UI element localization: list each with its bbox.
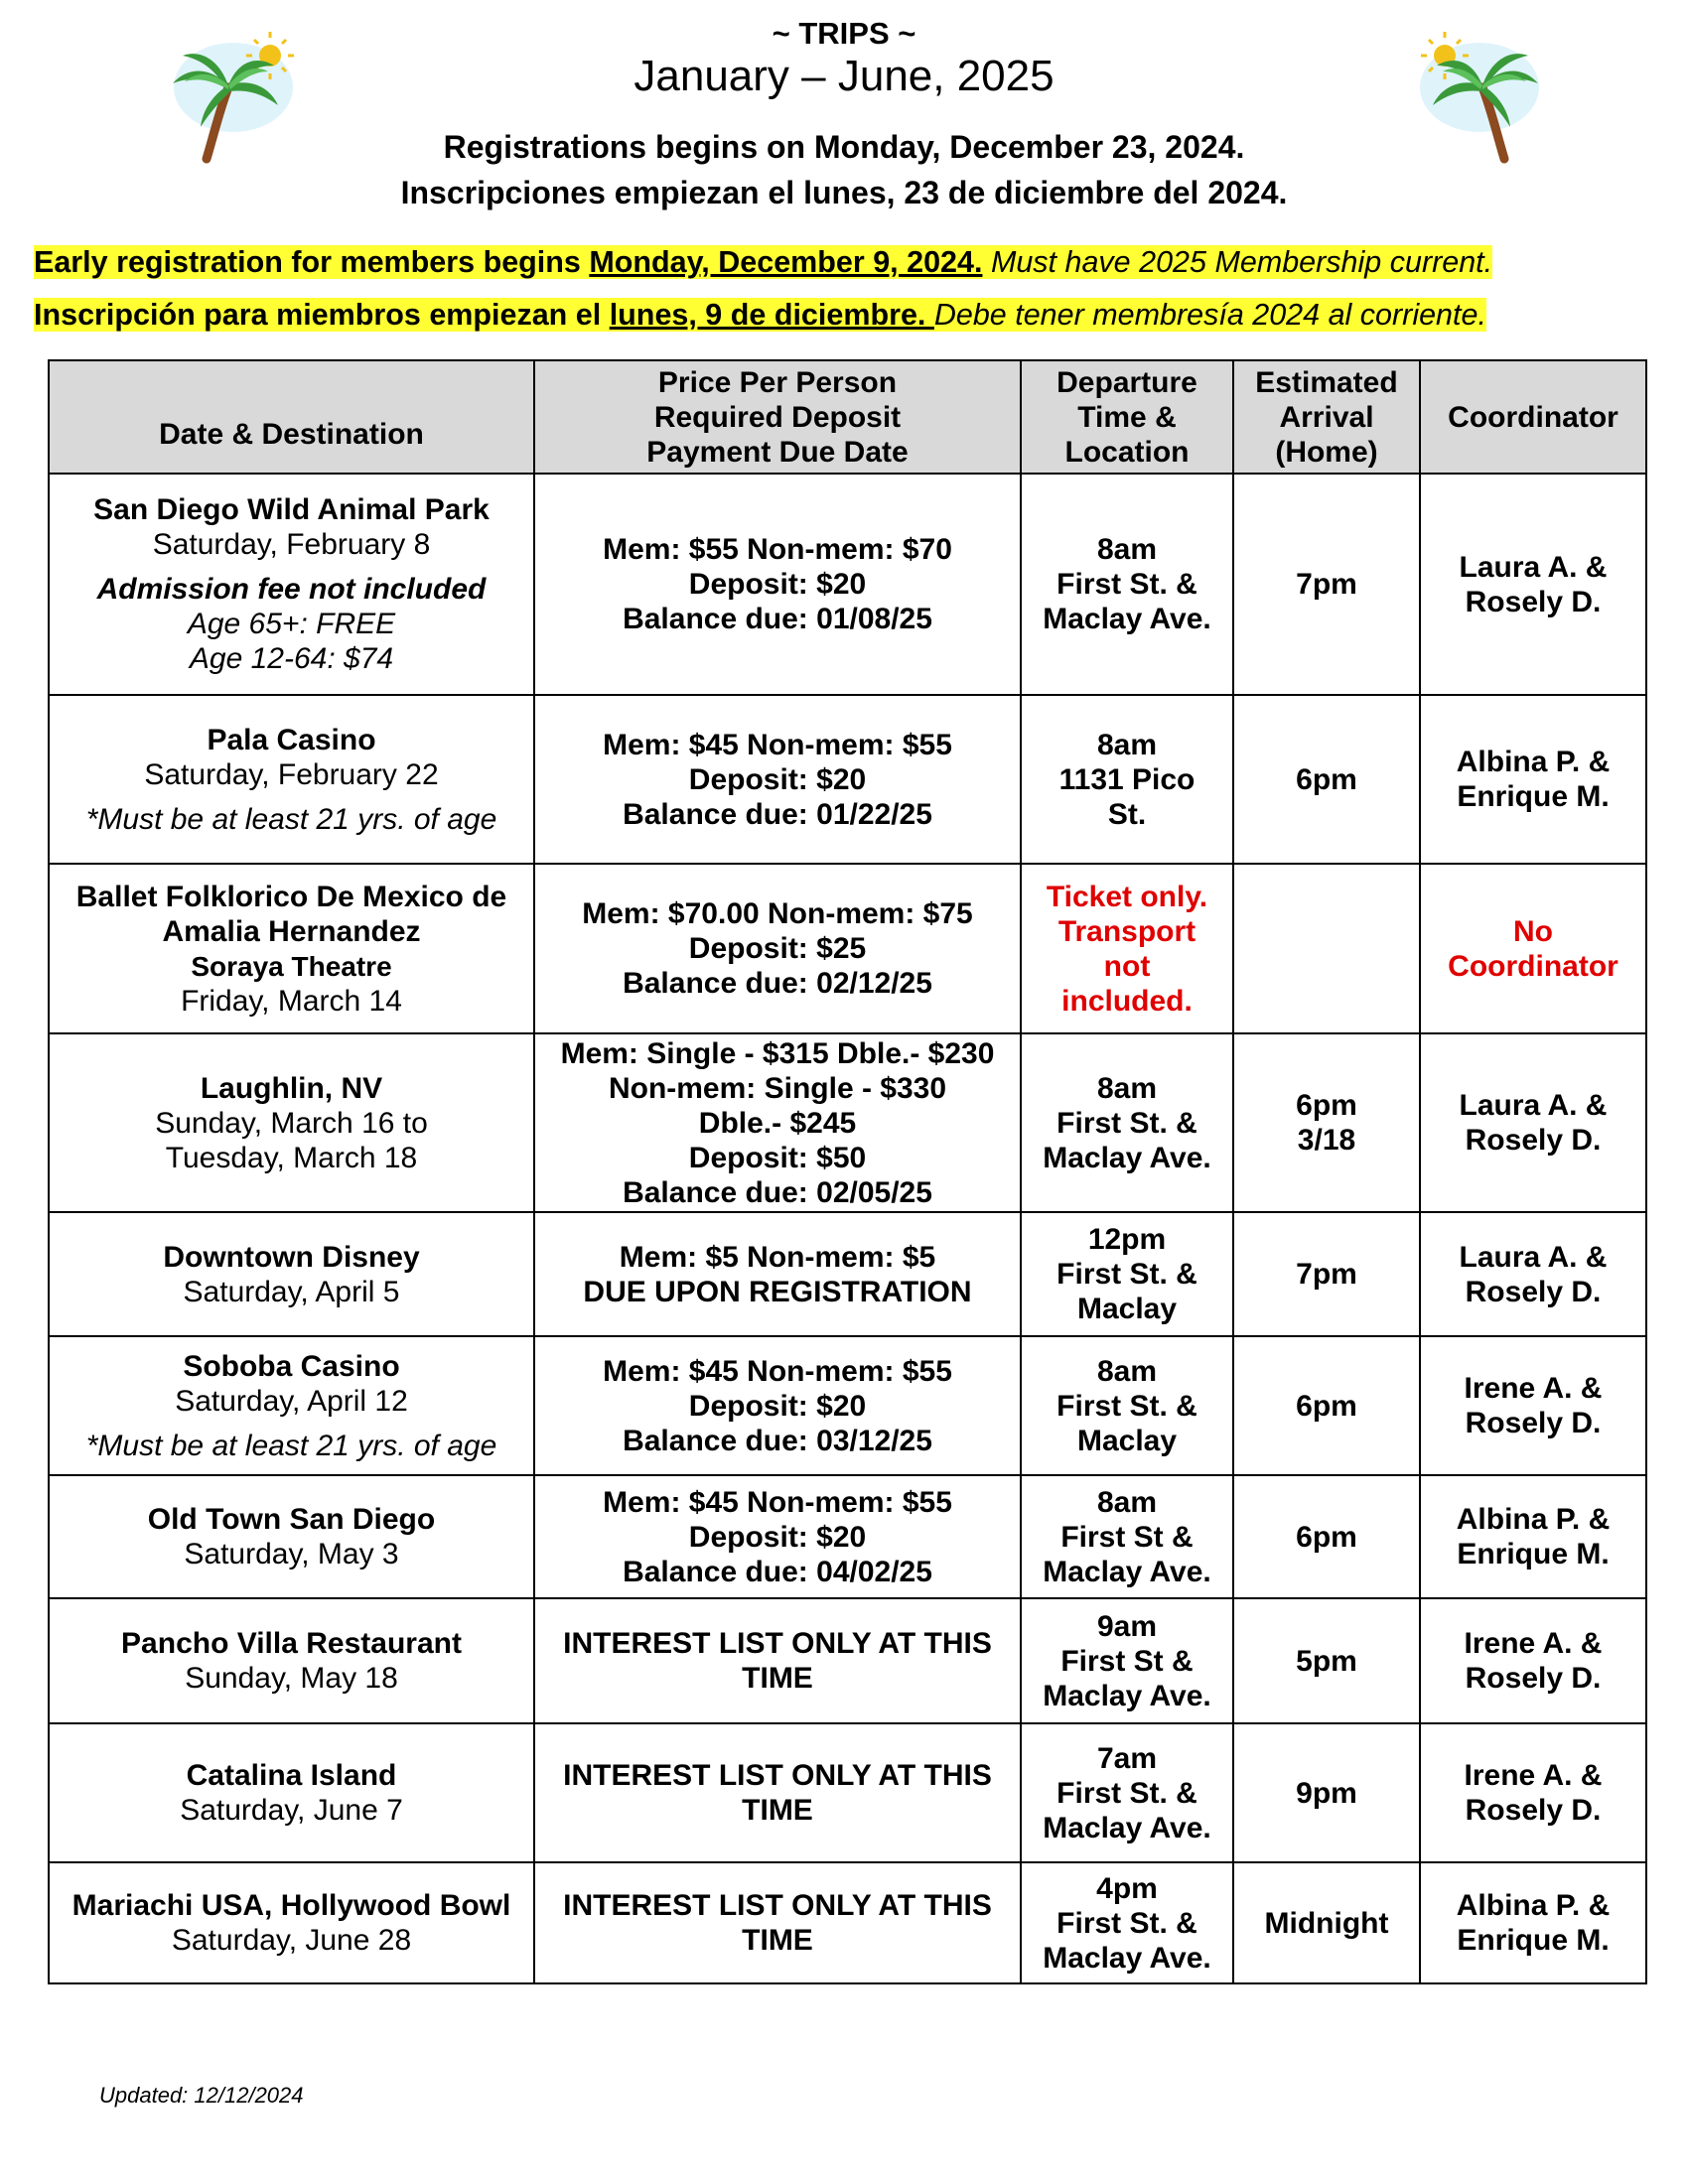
arrival-cell: 6pm (1233, 695, 1420, 864)
coordinator-cell: Irene A. & Rosely D. (1420, 1723, 1646, 1862)
price-cell: Mem: Single - $315 Dble.- $230 Non-mem: Single - $330 Dble.- $245 Deposit: $50 Balance due: 02/05/25 (534, 1033, 1021, 1212)
table-row (49, 1598, 1646, 1723)
coordinator-cell: Albina P. & Enrique M. (1420, 695, 1646, 864)
destination-cell: Pala Casino Saturday, February 22 *Must be at least 21 yrs. of age (49, 695, 534, 864)
price-cell: INTEREST LIST ONLY AT THIS TIME (534, 1723, 1021, 1862)
early-es-lead: Inscripción para miembros empiezan el (34, 298, 610, 332)
arrival-cell: 5pm (1233, 1598, 1420, 1723)
updated-date: Updated: 12/12/2024 (99, 2083, 304, 2108)
price-cell: INTEREST LIST ONLY AT THIS TIME (534, 1598, 1021, 1723)
trips-table (48, 359, 1647, 1984)
table-row (49, 1336, 1646, 1475)
arrival-cell: 6pm (1233, 1336, 1420, 1475)
departure-cell: 8am First St. & Maclay Ave. (1021, 474, 1233, 695)
arrival-cell: 6pm (1233, 1475, 1420, 1598)
arrival-cell: 9pm (1233, 1723, 1420, 1862)
table-header-row (49, 360, 1646, 474)
registration-spanish: Inscripciones empiezan el lunes, 23 de diciembre del 2024. (400, 175, 1288, 210)
price-cell: Mem: $45 Non-mem: $55 Deposit: $20 Balance due: 01/22/25 (534, 695, 1021, 864)
early-en-note: Must have 2025 Membership current. (982, 245, 1493, 279)
destination-cell: Catalina Island Saturday, June 7 (49, 1723, 534, 1862)
coordinator-cell: Albina P. & Enrique M. (1420, 1475, 1646, 1598)
header-trips: ~ TRIPS ~ (772, 16, 916, 51)
header-period: January – June, 2025 (633, 52, 1055, 100)
departure-cell: Ticket only. Transport not included. (1021, 864, 1233, 1033)
destination-cell: Downtown Disney Saturday, April 5 (49, 1212, 534, 1336)
coordinator-cell: No Coordinator (1420, 864, 1646, 1033)
price-cell: Mem: $45 Non-mem: $55 Deposit: $20 Balance due: 03/12/25 (534, 1336, 1021, 1475)
arrival-cell: 7pm (1233, 474, 1420, 695)
table-row (49, 1862, 1646, 1983)
destination-cell: Laughlin, NV Sunday, March 16 to Tuesday, March 18 (49, 1033, 534, 1212)
departure-cell: 12pm First St. & Maclay (1021, 1212, 1233, 1336)
table-row (49, 695, 1646, 864)
price-cell: Mem: $5 Non-mem: $5 DUE UPON REGISTRATION (534, 1212, 1021, 1336)
price-cell: Mem: $45 Non-mem: $55 Deposit: $20 Balance due: 04/02/25 (534, 1475, 1021, 1598)
arrival-cell: 6pm 3/18 (1233, 1033, 1420, 1212)
table-row (49, 1723, 1646, 1862)
table-row (49, 864, 1646, 1033)
price-cell: Mem: $55 Non-mem: $70 Deposit: $20 Balance due: 01/08/25 (534, 474, 1021, 695)
destination-cell: Ballet Folklorico De Mexico de Amalia Hernandez Soraya Theatre Friday, March 14 (49, 864, 534, 1033)
destination-cell: Soboba Casino Saturday, April 12 *Must be at least 21 yrs. of age (49, 1336, 534, 1475)
departure-cell: 8am 1131 Pico St. (1021, 695, 1233, 864)
destination-cell: Mariachi USA, Hollywood Bowl Saturday, June 28 (49, 1862, 534, 1983)
table-row (49, 1033, 1646, 1212)
coordinator-cell: Irene A. & Rosely D. (1420, 1336, 1646, 1475)
coordinator-cell: Irene A. & Rosely D. (1420, 1598, 1646, 1723)
coordinator-cell: Laura A. & Rosely D. (1420, 474, 1646, 695)
arrival-cell: Midnight (1233, 1862, 1420, 1983)
destination-cell: San Diego Wild Animal Park Saturday, February 8 Admission fee not included Age 65+: FREE Age 12-64: $74 (49, 474, 534, 695)
price-cell: INTEREST LIST ONLY AT THIS TIME (534, 1862, 1021, 1983)
early-en-date: Monday, December 9, 2024. (589, 245, 983, 279)
header-price: Price Per Person Required Deposit Payment Due Date (534, 360, 1021, 474)
header-departure: Departure Time & Location (1021, 360, 1233, 474)
header-coordinator: Coordinator (1420, 360, 1646, 474)
early-en-lead: Early registration for members begins (34, 245, 590, 279)
early-registration-english (34, 245, 1492, 280)
table-row (49, 1475, 1646, 1598)
early-es-note: Debe tener membresía 2024 al corriente. (933, 298, 1486, 332)
departure-cell: 7am First St. & Maclay Ave. (1021, 1723, 1233, 1862)
price-cell: Mem: $70.00 Non-mem: $75 Deposit: $25 Balance due: 02/12/25 (534, 864, 1021, 1033)
table-row (49, 474, 1646, 695)
departure-cell: 8am First St & Maclay Ave. (1021, 1475, 1233, 1598)
departure-cell: 8am First St. & Maclay Ave. (1021, 1033, 1233, 1212)
header-arrival: Estimated Arrival (Home) (1233, 360, 1420, 474)
departure-cell: 8am First St. & Maclay (1021, 1336, 1233, 1475)
destination-cell: Old Town San Diego Saturday, May 3 (49, 1475, 534, 1598)
departure-cell: 4pm First St. & Maclay Ave. (1021, 1862, 1233, 1983)
early-registration-spanish (34, 298, 1486, 333)
registration-english: Registrations begins on Monday, December 23, 2024. (443, 129, 1245, 165)
departure-cell: 9am First St & Maclay Ave. (1021, 1598, 1233, 1723)
coordinator-cell: Albina P. & Enrique M. (1420, 1862, 1646, 1983)
header-destination: Date & Destination (49, 360, 534, 474)
arrival-cell (1233, 864, 1420, 1033)
coordinator-cell: Laura A. & Rosely D. (1420, 1212, 1646, 1336)
arrival-cell: 7pm (1233, 1212, 1420, 1336)
coordinator-cell: Laura A. & Rosely D. (1420, 1033, 1646, 1212)
table-row (49, 1212, 1646, 1336)
destination-cell: Pancho Villa Restaurant Sunday, May 18 (49, 1598, 534, 1723)
early-es-date: lunes, 9 de diciembre. (609, 298, 934, 332)
